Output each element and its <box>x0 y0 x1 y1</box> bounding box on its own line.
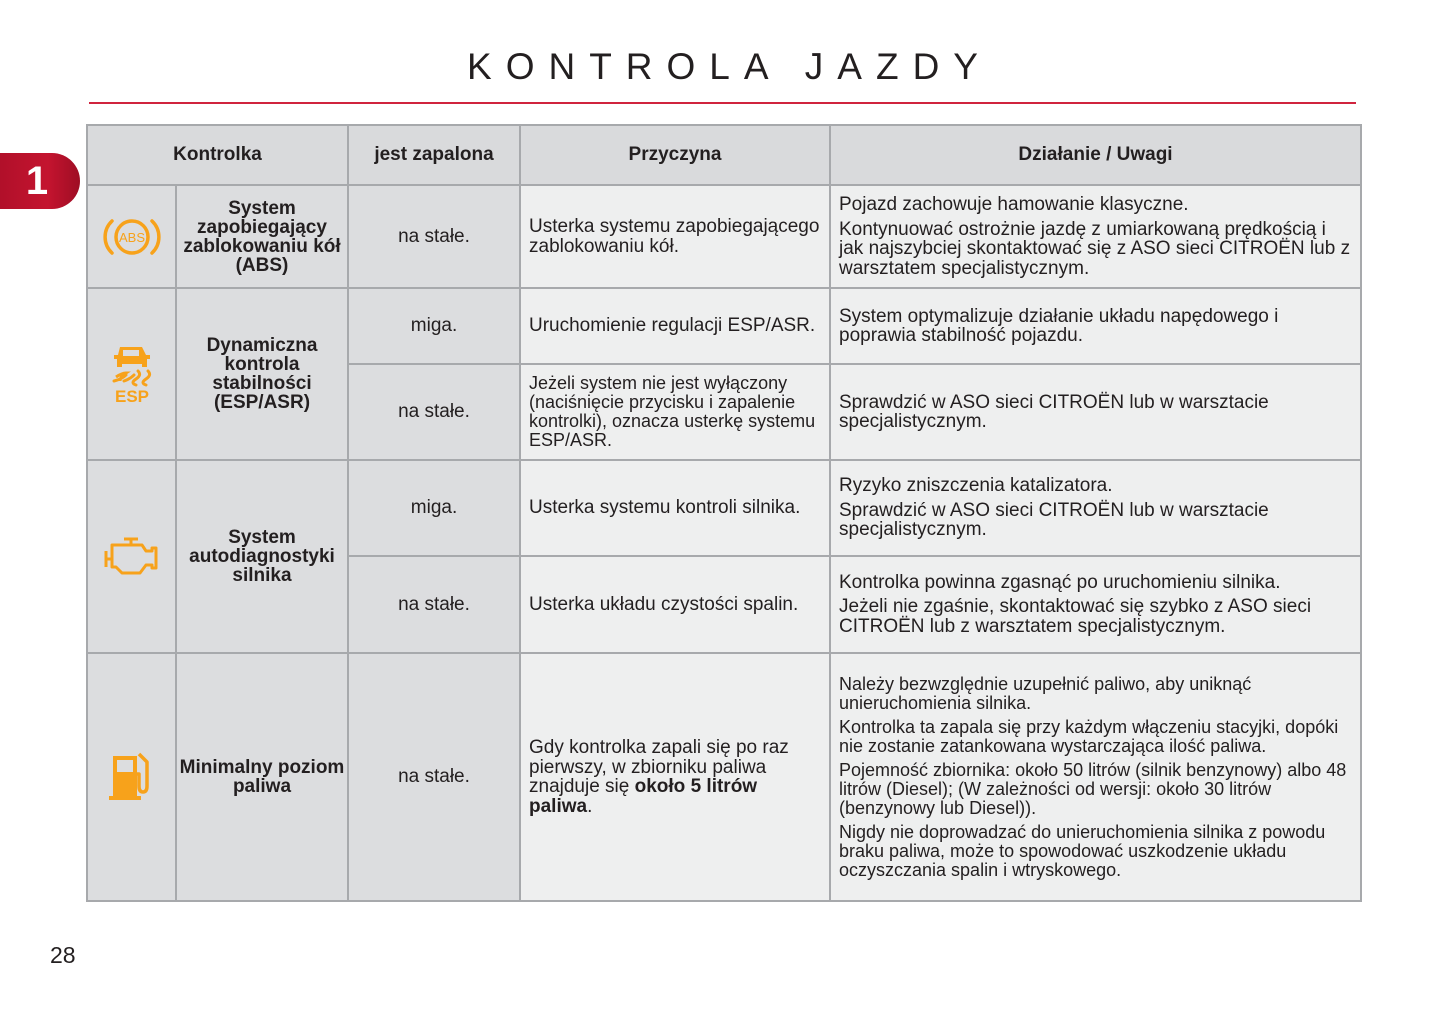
esp-stability-icon <box>88 343 175 405</box>
table-row-engine-blinking <box>87 460 1361 556</box>
header-jest-zapalona: jest zapalona <box>348 125 520 185</box>
action-text: Jeżeli nie zgaśnie, skontaktować się szybko z ASO sieci CITROËN lub z warsztatem specjalistycznym. <box>839 596 1312 637</box>
cause-text: Jeżeli system nie jest wyłączony (naciśnięcie przycisku i zapalenie kontrolki), oznacza usterkę systemu ESP/ASR. <box>520 364 830 460</box>
action-text: Kontynuować ostrożnie jazdę z umiarkowaną prędkością i jak najszybciej skontaktować się z ASO sieci CITROËN lub z warsztatem specjalistycznym. <box>839 218 1351 279</box>
action-text: Należy bezwzględnie uzupełnić paliwo, aby uniknąć unieruchomienia silnika. <box>839 673 1252 713</box>
action-cell <box>830 288 1361 364</box>
icon-cell <box>87 653 176 901</box>
icon-cell <box>87 185 176 288</box>
cause-text: Uruchomienie regulacji ESP/ASR. <box>520 288 830 364</box>
action-cell <box>830 460 1361 556</box>
title-divider <box>89 102 1356 104</box>
svg-text:ABS: ABS <box>118 229 145 245</box>
action-text: System optymalizuje działanie układu napędowego i poprawia stabilność pojazdu. <box>839 305 1279 346</box>
cause-text: Usterka układu czystości spalin. <box>520 556 830 653</box>
abs-warning-icon <box>88 213 175 261</box>
action-text: Pojemność zbiornika: około 50 litrów (silnik benzynowy) albo 48 litrów (Diesel); (W zależności od wersji: około 30 litrów (benzynowy lub Diesel)). <box>839 759 1347 818</box>
action-text: Kontrolka powinna zgasnąć po uruchomieniu silnika. <box>839 571 1281 593</box>
light-state: miga. <box>348 460 520 556</box>
action-text: Kontrolka ta zapala się przy każdym włączeniu stacyjki, dopóki nie zostanie zatankowana wystarczająca ilość paliwa. <box>839 716 1339 756</box>
light-state: na stałe. <box>348 653 520 901</box>
icon-cell <box>87 460 176 653</box>
icon-cell <box>87 288 176 460</box>
action-text: Pojazd zachowuje hamowanie klasyczne. <box>839 194 1189 215</box>
warning-lights-table <box>86 124 1362 902</box>
light-state: miga. <box>348 288 520 364</box>
action-text: Sprawdzić w ASO sieci CITROËN lub w warsztacie specjalistycznym. <box>839 499 1269 541</box>
header-kontrolka: Kontrolka <box>87 125 348 185</box>
cause-text: Usterka systemu kontroli silnika. <box>520 460 830 556</box>
action-text: Sprawdzić w ASO sieci CITROËN lub w warsztacie specjalistycznym. <box>839 391 1269 432</box>
engine-check-icon <box>88 535 175 579</box>
warning-name: System zapobiegający zablokowaniu kół (ABS) <box>176 185 348 288</box>
action-cell <box>830 364 1361 460</box>
cause-text: Gdy kontrolka zapali się po raz pierwszy, w zbiorniku paliwa znajduje się <box>529 737 789 797</box>
header-przyczyna: Przyczyna <box>520 125 830 185</box>
warning-name: Minimalny poziom paliwa <box>176 653 348 901</box>
action-text: Ryzyko zniszczenia katalizatora. <box>839 475 1113 497</box>
light-state: na stałe. <box>348 364 520 460</box>
light-state: na stałe. <box>348 185 520 288</box>
table-row-fuel <box>87 653 1361 901</box>
header-dzialanie-uwagi: Działanie / Uwagi <box>830 125 1361 185</box>
cause-text: Usterka systemu zapobiegającego zablokowaniu kół. <box>520 185 830 288</box>
table-row-abs <box>87 185 1361 288</box>
action-text: Nigdy nie doprowadzać do unieruchomienia silnika z powodu braku paliwa, może to spowodować uszkodzenie układu oczyszczania spalin i wtryskowego. <box>839 821 1326 880</box>
action-cell <box>830 556 1361 653</box>
page-title: KONTROLA JAZDY <box>467 46 992 87</box>
action-cell <box>830 653 1361 901</box>
cause-cell <box>520 653 830 901</box>
light-state: na stałe. <box>348 556 520 653</box>
fuel-pump-icon <box>88 752 175 802</box>
action-cell <box>830 185 1361 288</box>
cause-text-end: . <box>587 795 593 817</box>
chapter-tab <box>0 153 80 209</box>
page-number: 28 <box>50 942 76 968</box>
chapter-number: 1 <box>25 158 49 203</box>
table-header-row <box>87 125 1361 185</box>
svg-text:ESP: ESP <box>114 387 149 405</box>
table-row-esp-blinking <box>87 288 1361 364</box>
warning-name: Dynamiczna kontrola stabilności (ESP/ASR) <box>176 288 348 460</box>
warning-name: System autodiagnostyki silnika <box>176 460 348 653</box>
cause-text-bold: około 5 litrów paliwa <box>529 776 758 817</box>
